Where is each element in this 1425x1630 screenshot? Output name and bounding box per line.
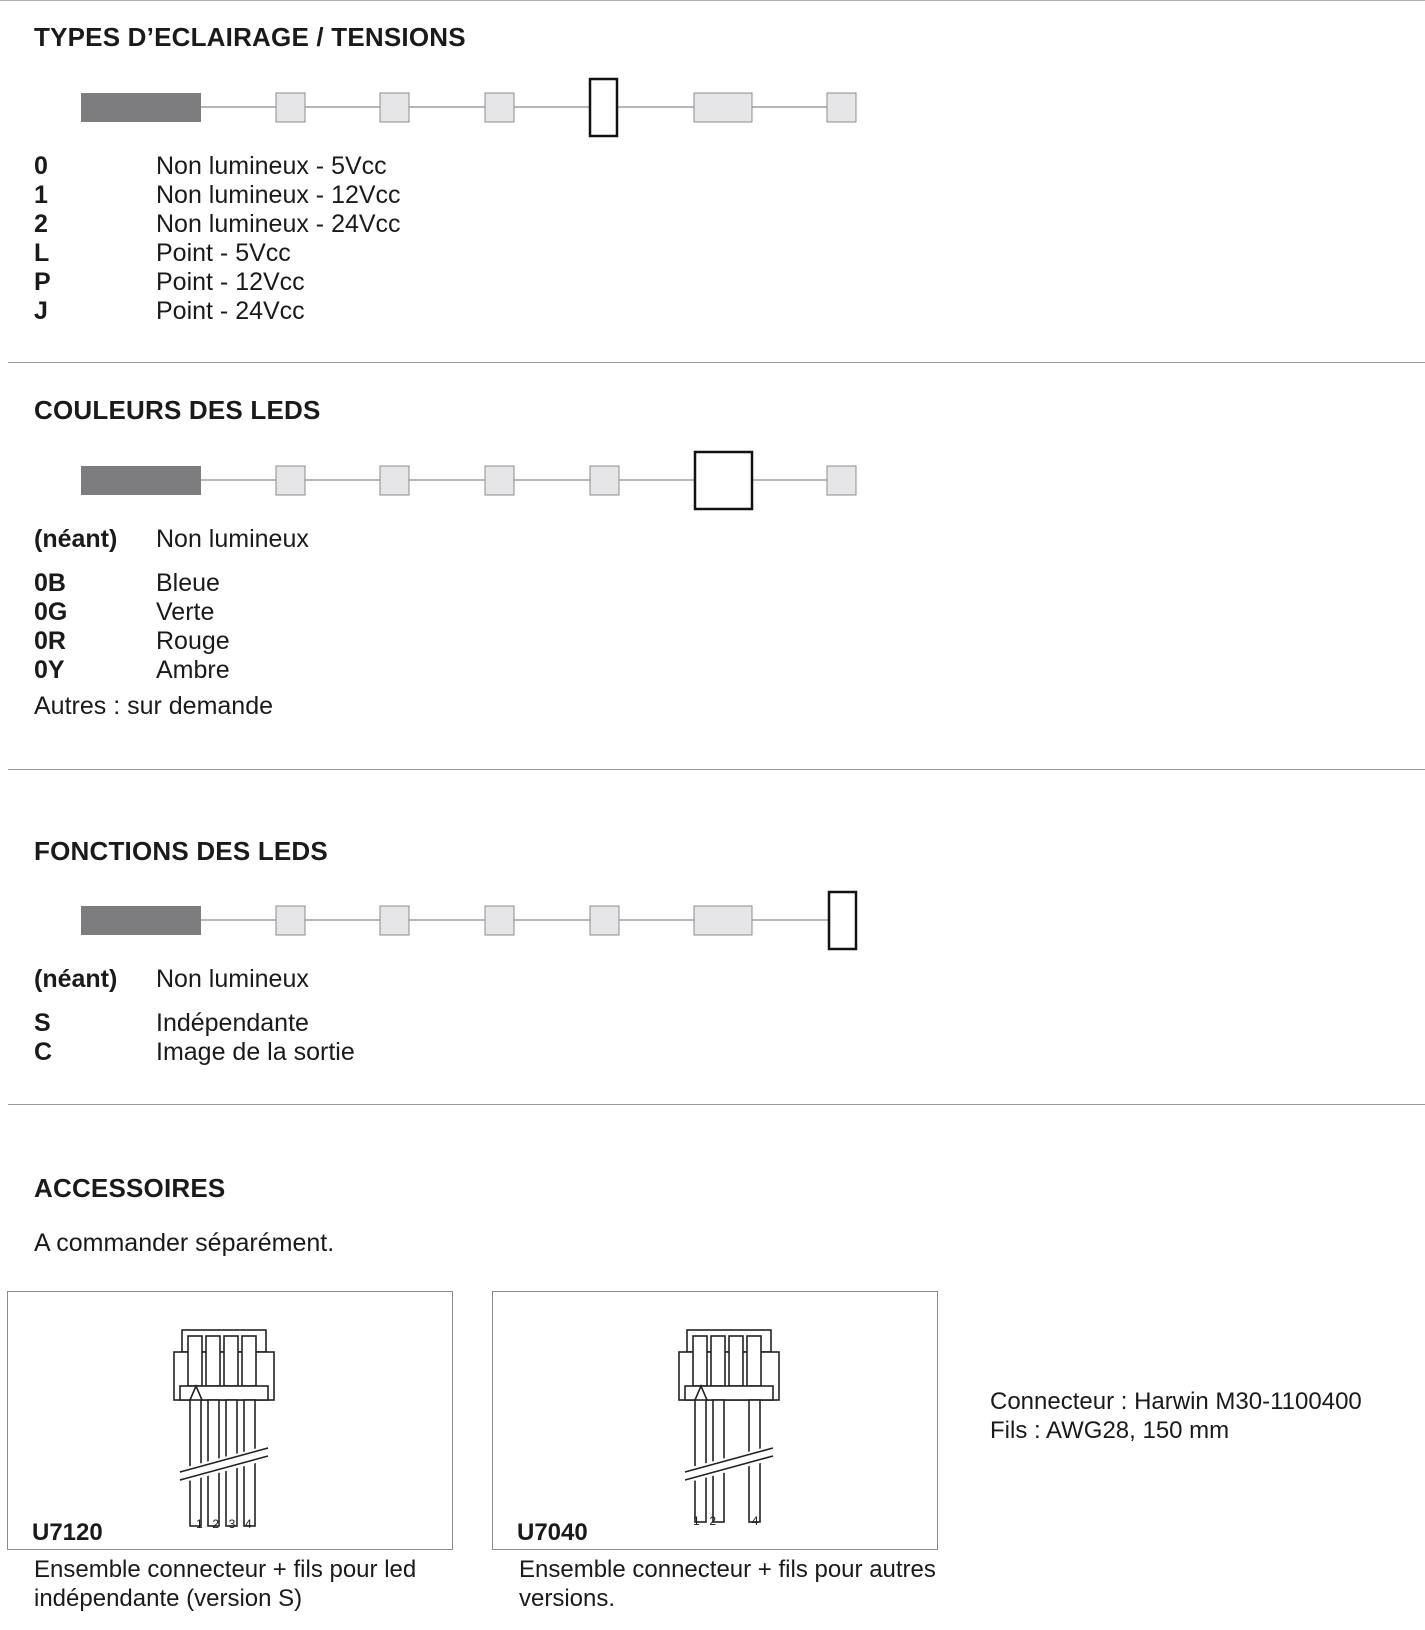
lighting-code-diagram — [34, 75, 864, 139]
code-base-segment — [81, 93, 201, 122]
code-cell-highlighted — [695, 452, 752, 509]
option-code: 0Y — [34, 656, 65, 684]
code-cell — [276, 466, 305, 495]
code-cell — [276, 906, 305, 935]
code-cell-highlighted — [829, 892, 856, 949]
section-divider — [8, 1104, 1425, 1105]
code-cell — [485, 906, 514, 935]
option-code: (néant) — [34, 525, 118, 553]
functions-code-diagram — [34, 888, 864, 952]
caption-line: indépendante (version S) — [34, 1585, 303, 1612]
accessories-title: ACCESSOIRES — [34, 1173, 226, 1203]
option-desc: Non lumineux - 12Vcc — [156, 181, 401, 209]
option-desc: Non lumineux — [156, 965, 309, 993]
product-code: U7120 — [32, 1519, 103, 1546]
code-cell — [590, 466, 619, 495]
option-desc: Non lumineux — [156, 525, 309, 553]
pin-numbers: 1 2 3 4 — [196, 1517, 253, 1531]
product-caption — [519, 1555, 959, 1613]
code-cell — [380, 93, 409, 122]
section-divider — [8, 769, 1425, 770]
option-desc: Point - 24Vcc — [156, 297, 305, 325]
code-cell-highlighted — [590, 79, 617, 136]
colors-title: COULEURS DES LEDS — [34, 395, 321, 425]
option-code: 1 — [34, 181, 48, 209]
option-code: L — [34, 239, 50, 267]
connector-spec: Connecteur : Harwin M30-1100400 — [990, 1388, 1362, 1415]
option-code: 0B — [34, 569, 66, 597]
pin-numbers: 1 2 4 — [693, 1514, 760, 1528]
code-base-segment — [81, 466, 201, 495]
code-cell — [827, 93, 856, 122]
section-divider — [8, 362, 1425, 363]
option-code: P — [34, 268, 51, 296]
top-rule — [0, 0, 1425, 1]
option-desc: Point - 12Vcc — [156, 268, 305, 296]
code-cell — [380, 466, 409, 495]
code-cell — [694, 906, 752, 935]
connector-3-wire-diagram — [673, 1326, 793, 1536]
code-cell — [590, 906, 619, 935]
colors-note: Autres : sur demande — [34, 692, 274, 720]
code-cell — [485, 93, 514, 122]
option-desc: Rouge — [156, 627, 230, 655]
code-cell — [485, 466, 514, 495]
product-code: U7040 — [517, 1519, 588, 1546]
option-code: (néant) — [34, 965, 118, 993]
code-cell — [827, 466, 856, 495]
connector-4-wire-diagram — [168, 1326, 288, 1536]
colors-code-diagram — [34, 448, 864, 512]
code-cell — [276, 93, 305, 122]
option-code: 0R — [34, 627, 66, 655]
option-code: S — [34, 1009, 51, 1037]
option-desc: Bleue — [156, 569, 220, 597]
accessories-subtitle: A commander séparément. — [34, 1229, 335, 1257]
option-desc: Image de la sortie — [156, 1038, 355, 1066]
option-desc: Point - 5Vcc — [156, 239, 291, 267]
option-desc: Indépendante — [156, 1009, 309, 1037]
option-code: C — [34, 1038, 53, 1066]
option-desc: Verte — [156, 598, 215, 626]
product-card-u7120 — [7, 1291, 453, 1550]
option-desc: Ambre — [156, 656, 230, 684]
wire-spec: Fils : AWG28, 150 mm — [990, 1417, 1230, 1444]
functions-title: FONCTIONS DES LEDS — [34, 836, 328, 866]
code-cell — [694, 93, 752, 122]
option-code: 0 — [34, 152, 48, 180]
caption-line: Ensemble connecteur + fils pour led — [34, 1556, 417, 1583]
caption-line: Ensemble connecteur + fils pour autres — [519, 1556, 936, 1583]
connector-specs — [990, 1387, 1362, 1445]
option-desc: Non lumineux - 5Vcc — [156, 152, 387, 180]
option-code: 0G — [34, 598, 68, 626]
lighting-title: TYPES D’ECLAIRAGE / TENSIONS — [34, 22, 466, 52]
option-desc: Non lumineux - 24Vcc — [156, 210, 401, 238]
product-card-u7040 — [492, 1291, 938, 1550]
product-caption — [34, 1555, 474, 1613]
code-base-segment — [81, 906, 201, 935]
option-code: 2 — [34, 210, 48, 238]
code-cell — [380, 906, 409, 935]
caption-line: versions. — [519, 1585, 616, 1612]
option-code: J — [34, 297, 48, 325]
